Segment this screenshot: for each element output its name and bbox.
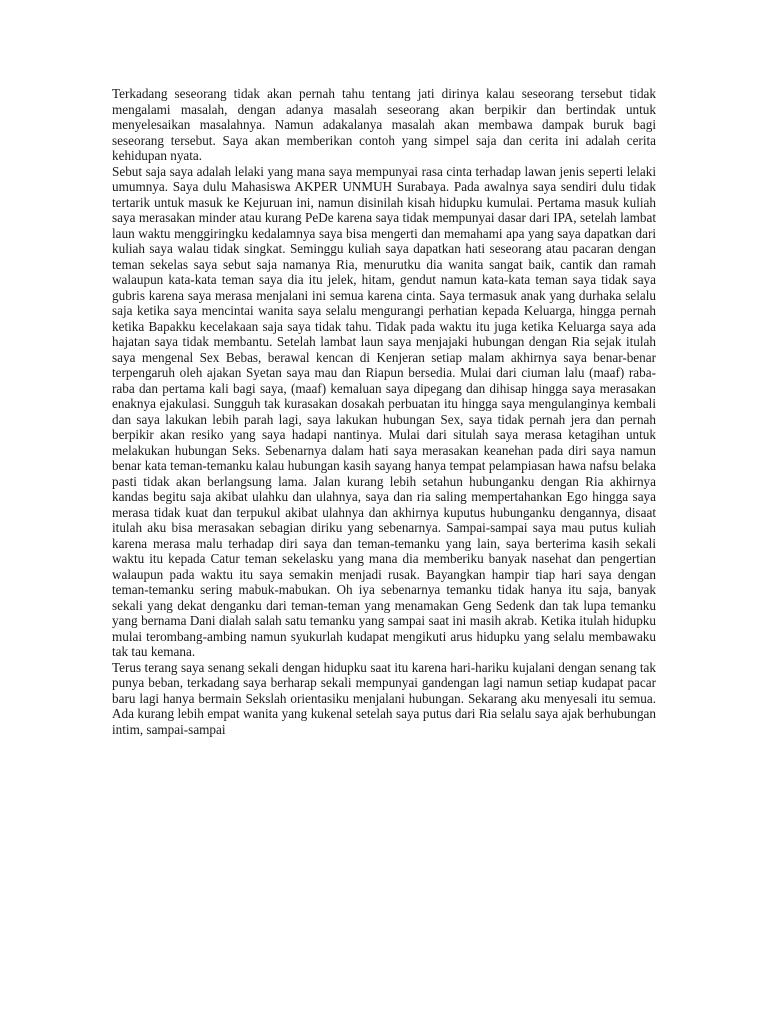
paragraph-2: Sebut saja saya adalah lelaki yang mana saya mempunyai rasa cinta terhadap lawan jenis seperti lelaki umumnya. Saya dulu Mahasiswa AKPER UNMUH Surabaya. Pada awalnya saya sendiri dulu tidak tertarik untuk masuk ke Kejuruan ini, namun disinilah kisah hidupku kumulai. Pertama masuk kuliah saya merasakan minder atau kurang PeDe karena saya tidak mempunyai dasar dari IPA, setelah lambat laun waktu menggiringku kedalamnya saya bisa mengerti dan memahami apa yang saya dapatkan dari kuliah saya walau tidak singkat. Seminggu kuliah saya dapatkan hati seseorang atau pacaran dengan teman sekelas saya sebut saja namanya Ria, menurutku dia wanita sangat baik, cantik dan ramah walaupun kata-kata teman saya dia itu jelek, hitam, gendut namun kata-kata teman saya tidak saya gubris karena saya merasa menjalani ini semua karena cinta. Saya termasuk anak yang durhaka selalu saja ketika saya mencintai wanita saya selalu mengurangi perhatian kepada Keluarga, hingga pernah ketika Bapakku kecelakaan saja saya tidak tahu. Tidak pada waktu itu juga ketika Keluarga saya ada hajatan saya tidak membantu. Setelah lambat laun saya menjajaki hubungan dengan Ria sejak itulah saya mengenal Sex Bebas, berawal kencan di Kenjeran setiap malam akhirnya saya benar-benar terpengaruh oleh ajakan Syetan saya mau dan Riapun bersedia. Mulai dari ciuman lalu (maaf) raba-raba dan pertama kali bagi saya, (maaf) kemaluan saya dipegang dan dihisap hingga saya merasakan enaknya ejakulasi. Sungguh tak kurasakan dosakah perbuatan itu hingga saya mengulanginya kembali dan saya lakukan lebih parah lagi, saya lakukan hubungan Sex, saya tidak pernah jera dan pernah berpikir akan resiko yang saya hadapi nantinya. Mulai dari situlah saya merasa ketagihan untuk melakukan hubungan Seks. Sebenarnya dalam hati saya merasakan keanehan pada diri saya namun benar kata teman-temanku kalau hubungan kasih sayang hanya tempat pelampiasan hawa nafsu belaka pasti tidak akan berlangsung lama. Jalan kurang lebih setahun hubunganku dengan Ria akhirnya kandas begitu saja akibat ulahku dan ulahnya, saya dan ria saling mempertahankan Ego hingga saya merasa tidak kuat dan terpukul akibat ulahnya dan akhirnya kuputus hubunganku dengannya, disaat itulah aku bisa merasakan sebagian diriku yang sebenarnya. Sampai-sampai saya mau putus kuliah karena merasa malu terhadap diri saya dan teman-temanku yang lain, saya berterima kasih sekali waktu itu kepada Catur teman sekelasku yang mana dia memberiku banyak nasehat dan pengertian walaupun pada waktu itu saya semakin menjadi rusak. Bayangkan hampir tiap hari saya dengan teman-temanku sering mabuk-mabukan. Oh iya sebenarnya temanku tidak hanya itu saja, banyak sekali yang dekat denganku dari teman-teman yang menamakan Geng Sedenk dan tak lupa temanku yang bernama Dani dialah salah satu temanku yang sampai saat ini masih akrab. Ketika itulah hidupku mulai terombang-ambing namun syukurlah kudapat mengikuti arus hidupku yang selalu membawaku tak tau kemana.: [112, 163, 656, 659]
paragraph-1: Terkadang seseorang tidak akan pernah tahu tentang jati dirinya kalau seseorang tersebut tidak mengalami masalah, dengan adanya masalah seseorang akan berpikir dan bertindak untuk menyelesaikan masalahnya. Namun adakalanya masalah akan membawa dampak buruk bagi seseorang tersebut. Saya akan memberikan contoh yang simpel saja dan cerita ini adalah cerita kehidupan nyata.: [112, 86, 656, 163]
paragraph-3: Terus terang saya senang sekali dengan hidupku saat itu karena hari-hariku kujalani dengan senang tak punya beban, terkadang saya berharap sekali mempunyai gandengan lagi namun setiap kudapat pacar baru lagi hanya bermain Sekslah orientasiku menjalani hubungan. Sekarang aku menyesali itu semua. Ada kurang lebih empat wanita yang kukenal setelah saya putus dari Ria selalu saya ajak berhubungan intim, sampai-sampai: [112, 659, 656, 737]
document-body: [112, 86, 656, 737]
